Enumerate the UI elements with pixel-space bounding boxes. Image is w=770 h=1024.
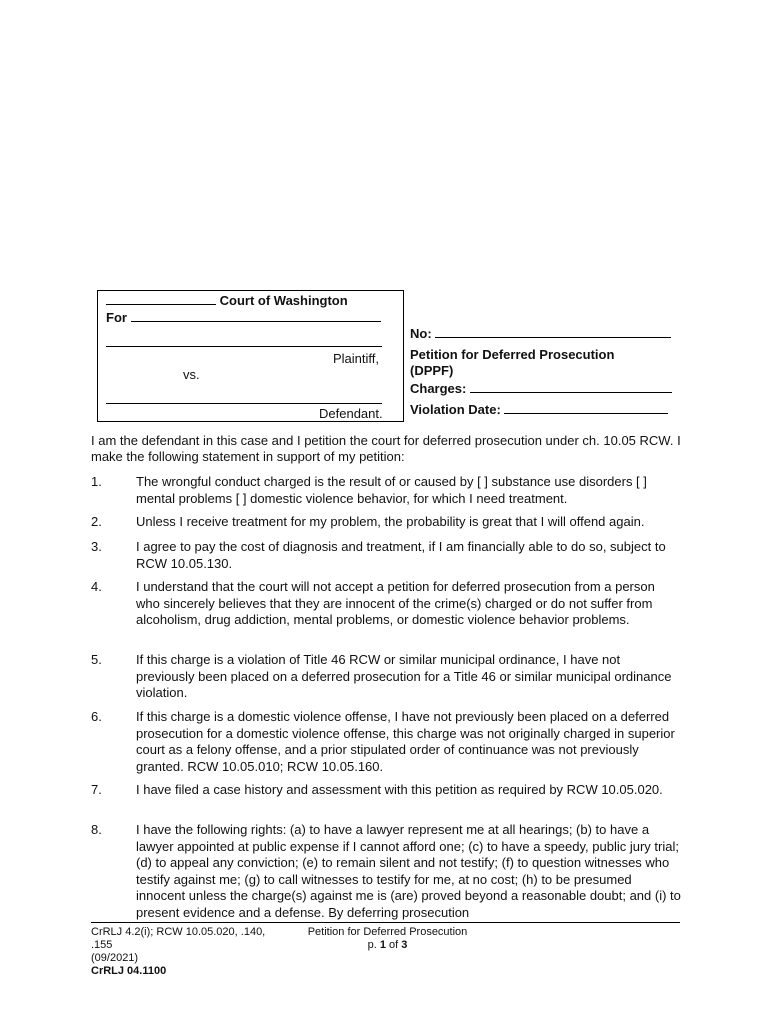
- item-number: 1.: [91, 474, 102, 489]
- footer-form-number: CrRLJ 04.1100: [91, 965, 167, 977]
- footer-citation: [91, 926, 265, 978]
- violation-date-blank[interactable]: [504, 401, 668, 414]
- item-number: 8.: [91, 822, 102, 837]
- form-title-text: Petition for Deferred Prosecution: [410, 347, 615, 362]
- county-line: [106, 309, 381, 325]
- item-number: 2.: [91, 514, 102, 529]
- for-label: For: [106, 310, 127, 325]
- caption-bottom-rule: [97, 421, 404, 422]
- form-title: [410, 347, 614, 379]
- page-prefix: p.: [367, 939, 377, 951]
- plaintiff-name-line[interactable]: [106, 346, 382, 347]
- item-text: I have filed a case history and assessment with this petition as required by RCW 10.05.020.: [136, 782, 663, 797]
- intro-paragraph: I am the defendant in this case and I petition the court for deferred prosecution under ch. 10.05 RCW. I make the following statement in support of my petition:: [91, 433, 681, 464]
- item-text: If this charge is a violation of Title 46 RCW or similar municipal ordinance, I have not previously been placed on a deferred prosecution for a Title 46 or similar municipal ordinance violation.: [136, 652, 672, 700]
- case-number-blank[interactable]: [435, 325, 671, 338]
- item-text: The wrongful conduct charged is the result of or caused by [ ] substance use disorders [ ] mental problems [ ] domestic violence behavior, for which I need treatment.: [136, 474, 647, 506]
- county-blank[interactable]: [131, 309, 381, 322]
- vs-label: vs.: [183, 367, 200, 382]
- plaintiff-label: Plaintiff,: [333, 351, 380, 366]
- footer-center: [300, 926, 475, 952]
- item-number: 4.: [91, 579, 102, 594]
- footer-rule-line1: CrRLJ 4.2(i); RCW 10.05.020, .140,: [91, 926, 266, 938]
- footer-rule-line2: .155: [91, 939, 113, 951]
- page-total: 3: [401, 939, 408, 951]
- item-number: 7.: [91, 782, 102, 797]
- violation-date-field: Violation Date:: [410, 401, 668, 417]
- case-number-field: No:: [410, 325, 671, 341]
- court-suffix: Court of Washington: [219, 293, 348, 308]
- charges-label: Charges: [410, 381, 463, 396]
- page-of: of: [389, 939, 399, 951]
- footer-rule: [91, 922, 680, 923]
- case-number-label: No: [410, 326, 428, 341]
- footer-title: Petition for Deferred Prosecution: [307, 926, 468, 938]
- page-indicator: [300, 939, 475, 952]
- footer-date: (09/2021): [91, 952, 139, 964]
- court-name-line: [106, 292, 348, 308]
- defendant-label: Defendant.: [319, 406, 383, 421]
- item-text: I have the following rights: (a) to have a lawyer represent me at all hearings; (b) to have a lawyer appointed at public expense if I cannot afford one; (c) to have a speedy, public jury trial; (d) to appeal any conviction; (e) to remain silent and not testify; (f) to question witnesses who testify against me; (g) to call witnesses to testify for me, at no cost; (h) to be presumed innocent unless the charge(s) against me is (are) proved beyond a reasonable doubt; and (i) to present evidence and a defense. By deferring prosecution: [136, 822, 681, 920]
- item-number: 5.: [91, 652, 102, 667]
- page-number: 1: [379, 939, 386, 951]
- form-title-abbr: (DPPF): [410, 363, 454, 378]
- item-text: Unless I receive treatment for my problem, the probability is great that I will offend again.: [136, 514, 645, 529]
- charges-field: Charges:: [410, 380, 672, 396]
- item-text: If this charge is a domestic violence offense, I have not previously been placed on a deferred prosecution for a domestic violence offense, this charge was not originally charged in superior court as a felony offense, and a prior stipulated order of continuance was not previously granted. RCW 10.05.010; RCW 10.05.160.: [136, 709, 675, 774]
- court-name-blank[interactable]: [106, 292, 216, 305]
- violation-date-label: Violation Date: [410, 402, 497, 417]
- defendant-name-line[interactable]: [106, 403, 382, 404]
- item-number: 3.: [91, 539, 102, 554]
- item-number: 6.: [91, 709, 102, 724]
- charges-blank[interactable]: [470, 380, 672, 393]
- item-text: I understand that the court will not accept a petition for deferred prosecution from a person who sincerely believes that they are innocent of the crime(s) charged or do not suffer from alcoholism, drug addiction, mental problems, or domestic violence behavior problems.: [136, 579, 655, 627]
- item-text: I agree to pay the cost of diagnosis and treatment, if I am financially able to do so, subject to RCW 10.05.130.: [136, 539, 666, 571]
